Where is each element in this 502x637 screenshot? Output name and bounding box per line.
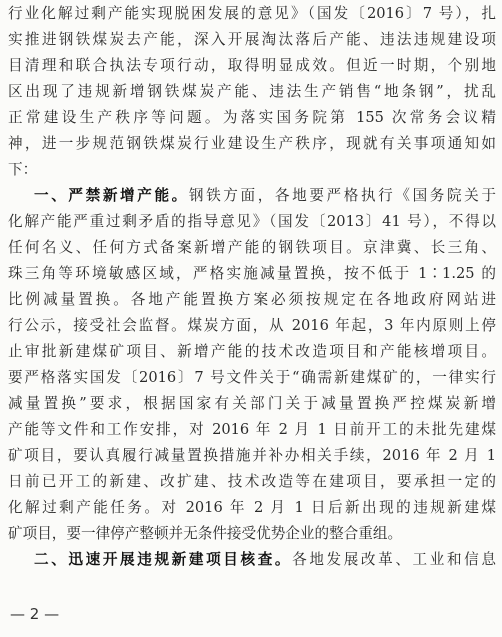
text-content: 实推进钢铁煤炭去产能，深入开展淘汰落后产能、违法违规建设项: [8, 31, 496, 48]
text-line: [8, 236, 496, 260]
text-content: 珠三角等环境敏感区域，严格实施减量置换，按不低于 1∶1.25 的: [8, 265, 496, 282]
text-content: 下：: [8, 161, 38, 178]
text-content: 化解过剩产能任务。对 2016 年 2 月 1 日后新出现的违规新建煤: [8, 499, 496, 516]
section-heading: 二、迅速开展违规新建项目核查。: [34, 551, 293, 568]
text-content: 减量置换”要求，根据国家有关部门关于减量置换严控煤炭新增: [8, 395, 496, 412]
text-line: [8, 418, 496, 442]
text-content: 矿项目，要认真履行减量置换措施并补办相关手续，2016 年 2 月 1: [8, 447, 496, 464]
text-line: [8, 366, 496, 390]
section-heading-line: [34, 184, 496, 208]
text-line: [8, 54, 496, 78]
text-content: 矿项目，要一律停产整顿并无条件接受优势企业的整合重组。: [8, 525, 403, 542]
text-content: 产能等文件和工作安排，对 2016 年 2 月 1 日前开工的未批先建煤: [8, 421, 496, 438]
text-line: [8, 2, 496, 26]
text-line: [8, 444, 496, 468]
page-number: — 2 —: [10, 605, 60, 623]
text-content: 正常建设生产秩序等问题。为落实国务院第 155 次常务会议精: [8, 109, 496, 126]
text-content: 神，进一步规范钢铁煤炭行业建设生产秩序，现就有关事项通知如: [8, 135, 496, 152]
text-line: [8, 28, 496, 52]
text-line: [8, 340, 496, 364]
text-content: 钢铁方面，各地要严格执行《国务院关于: [188, 187, 496, 204]
text-line: [8, 470, 496, 494]
text-content: 化解产能严重过剩矛盾的指导意见》（国发〔2013〕41 号），不得以: [8, 213, 496, 230]
text-line: [8, 522, 496, 546]
text-content: 区出现了违规新增钢铁煤炭产能、违法生产销售“地条钢”，扰乱: [8, 83, 496, 100]
text-line: [8, 132, 496, 156]
section-heading-line: [34, 548, 496, 572]
text-content: 行公示，接受社会监督。煤炭方面，从 2016 年起，3 年内原则上停: [8, 317, 496, 334]
text-content: 各地发展改革、工业和信息: [292, 551, 496, 568]
text-line: [8, 392, 496, 416]
text-content: 目清理和联合执法专项行动，取得明显成效。但近一时期，个别地: [8, 57, 496, 74]
text-content: 日前已开工的新建、改扩建、技术改造等在建项目，要承担一定的: [8, 473, 496, 490]
text-line: [8, 210, 496, 234]
text-line: [8, 288, 496, 312]
text-line: [8, 158, 496, 182]
text-line: [8, 314, 496, 338]
text-content: 任何名义、任何方式备案新增产能的钢铁项目。京津冀、长三角、: [8, 239, 496, 256]
text-content: 止审批新建煤矿项目、新增产能的技术改造项目和产能核增项目。: [8, 343, 496, 360]
text-content: 比例减量置换。各地产能置换方案必须按规定在各地政府网站进: [8, 291, 496, 308]
text-line: [8, 496, 496, 520]
text-line: [8, 106, 496, 130]
text-line: [8, 80, 496, 104]
text-line: [8, 262, 496, 286]
text-content: 行业化解过剩产能实现脱困发展的意见》（国发〔2016〕7 号），扎: [8, 5, 496, 22]
text-content: 要严格落实国发〔2016〕7 号文件关于“确需新建煤矿的，一律实行: [8, 369, 496, 386]
section-heading: 一、严禁新增产能。: [34, 187, 189, 204]
